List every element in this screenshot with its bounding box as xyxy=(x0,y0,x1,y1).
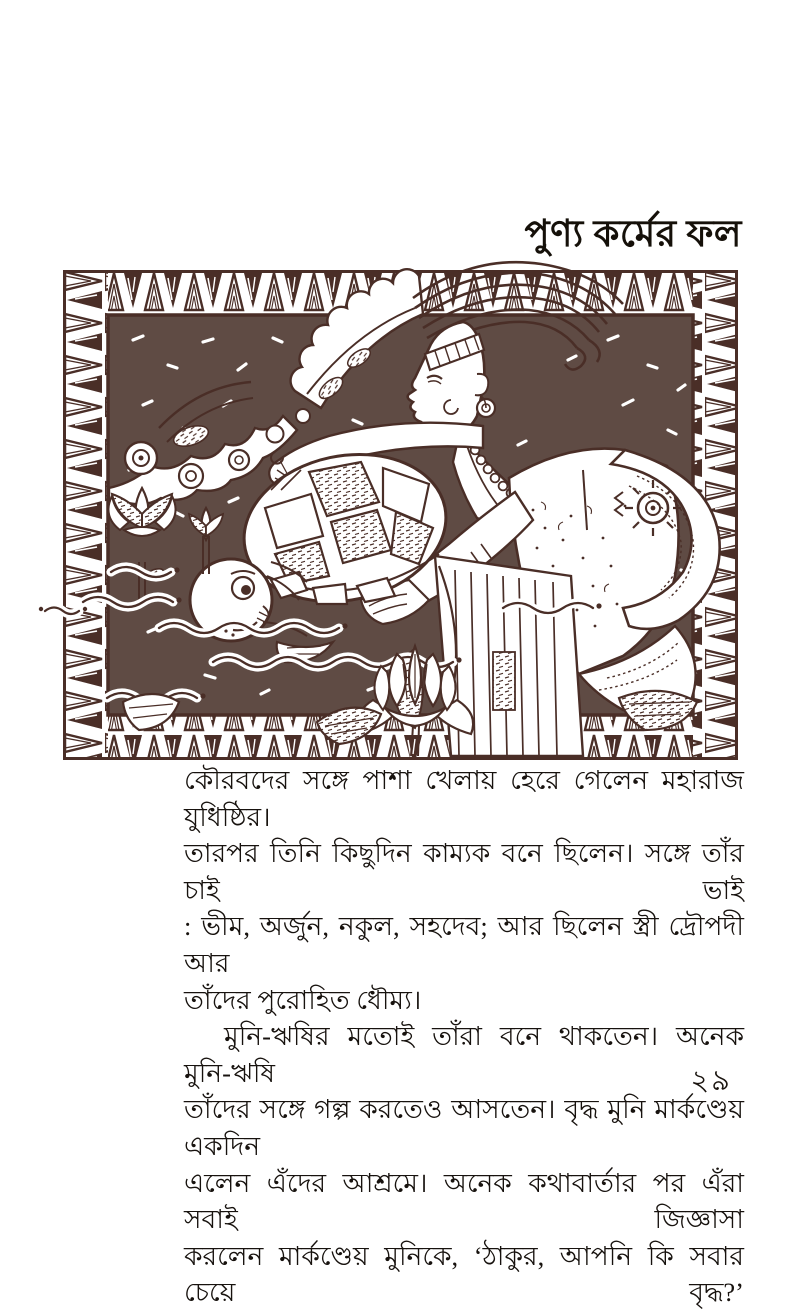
story-line-5: মুনি-ঋষির মতোই তাঁরা বনে থাকতেন। অনেক মুনি-ঋষি xyxy=(184,1021,744,1088)
woodcut-illustration xyxy=(63,270,738,760)
chapter-title: পুণ্য কর্মের ফল xyxy=(524,214,742,255)
woodcut-svg xyxy=(63,270,738,760)
story-text xyxy=(184,762,744,1311)
story-line-8: করলেন মার্কণ্ডেয় মুনিকে, ‘ঠাকুর, আপনি কি সবার চেয়ে বৃদ্ধ?’ xyxy=(184,1240,744,1308)
page-number: ২৯ xyxy=(690,1065,732,1097)
story-line-1: কৌরবদের সঙ্গে পাশা খেলায় হেরে গেলেন মহারাজ যুধিষ্ঠির। xyxy=(184,765,744,832)
ear xyxy=(475,374,488,395)
story-line-7: এলেন এঁদের আশ্রমে। অনেক কথাবার্তার পর এঁরা সবাই জিজ্ঞাসা xyxy=(184,1167,744,1235)
story-line-3: : ভীম, অর্জুন, নকুল, সহদেব; আর ছিলেন স্ত্রী দ্রৌপদী আর xyxy=(184,911,744,978)
story-line-2: তারপর তিনি কিছুদিন কাম্যক বনে ছিলেন। সঙ্গে তাঁর চাই ভাই xyxy=(184,838,744,905)
story-line-4: তাঁদের পুরোহিত ধৌম্য। xyxy=(184,984,422,1015)
story-line-6: তাঁদের সঙ্গে গল্প করতেও আসতেন। বৃদ্ধ মুনি মার্কণ্ডেয় একদিন xyxy=(184,1094,744,1161)
